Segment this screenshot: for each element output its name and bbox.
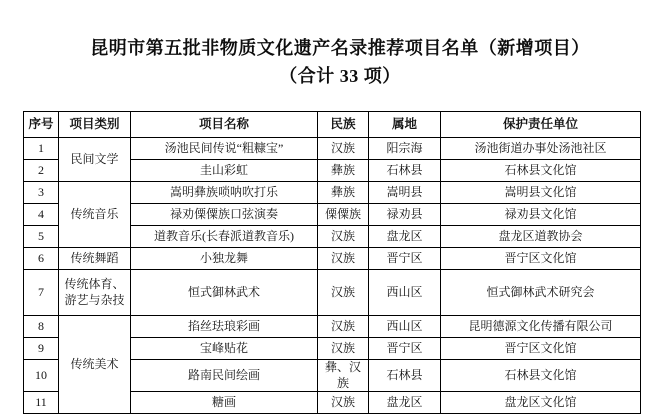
cell-ethnic: 汉族 <box>318 226 369 248</box>
cell-no: 1 <box>24 138 59 160</box>
cell-no: 11 <box>24 392 59 414</box>
col-header-ethnic: 民族 <box>318 112 369 138</box>
col-header-unit: 保护责任单位 <box>441 112 641 138</box>
cell-unit: 嵩明县文化馆 <box>441 182 641 204</box>
cell-name: 路南民间绘画 <box>131 360 318 392</box>
cell-unit: 石林县文化馆 <box>441 360 641 392</box>
cell-place: 禄劝县 <box>369 204 441 226</box>
cell-place: 西山区 <box>369 270 441 316</box>
cell-ethnic: 傈僳族 <box>318 204 369 226</box>
cell-no: 5 <box>24 226 59 248</box>
cell-unit: 盘龙区道教协会 <box>441 226 641 248</box>
cell-place: 石林县 <box>369 360 441 392</box>
title-block <box>30 34 650 90</box>
cell-unit: 昆明德源文化传播有限公司 <box>441 316 641 338</box>
table-row <box>24 138 641 160</box>
col-header-place: 属地 <box>369 112 441 138</box>
cell-unit: 禄劝县文化馆 <box>441 204 641 226</box>
cell-name: 圭山彩虹 <box>131 160 318 182</box>
cell-name: 禄劝傈僳族口弦演奏 <box>131 204 318 226</box>
cell-place: 嵩明县 <box>369 182 441 204</box>
cell-name: 小独龙舞 <box>131 248 318 270</box>
cell-place: 晋宁区 <box>369 338 441 360</box>
cell-name: 道教音乐(长春派道教音乐) <box>131 226 318 248</box>
cell-name: 嵩明彝族唢呐吹打乐 <box>131 182 318 204</box>
cell-category: 传统体育、游艺与杂技 <box>59 270 131 316</box>
col-header-name: 项目名称 <box>131 112 318 138</box>
cell-place: 石林县 <box>369 160 441 182</box>
cell-name: 宝峰贴花 <box>131 338 318 360</box>
cell-unit: 恒式御林武术研究会 <box>441 270 641 316</box>
doc-title: 昆明市第五批非物质文化遗产名录推荐项目名单（新增项目） <box>90 38 590 58</box>
cell-ethnic: 汉族 <box>318 316 369 338</box>
cell-no: 8 <box>24 316 59 338</box>
heritage-table <box>23 111 641 414</box>
cell-unit: 石林县文化馆 <box>441 160 641 182</box>
cell-ethnic: 彝族 <box>318 182 369 204</box>
cell-place: 西山区 <box>369 316 441 338</box>
cell-unit: 汤池街道办事处汤池社区 <box>441 138 641 160</box>
cell-ethnic: 彝族 <box>318 160 369 182</box>
cell-no: 9 <box>24 338 59 360</box>
table-row <box>24 270 641 316</box>
cell-no: 10 <box>24 360 59 392</box>
cell-category: 民间文学 <box>59 138 131 182</box>
cell-place: 晋宁区 <box>369 248 441 270</box>
cell-no: 3 <box>24 182 59 204</box>
cell-place: 盘龙区 <box>369 226 441 248</box>
cell-ethnic: 汉族 <box>318 392 369 414</box>
cell-name: 恒式御林武术 <box>131 270 318 316</box>
cell-category: 传统美术 <box>59 316 131 414</box>
header-row <box>24 112 641 138</box>
cell-ethnic: 汉族 <box>318 248 369 270</box>
col-header-no: 序号 <box>24 112 59 138</box>
col-header-category: 项目类别 <box>59 112 131 138</box>
cell-unit: 晋宁区文化馆 <box>441 248 641 270</box>
cell-ethnic: 彝、汉族 <box>318 360 369 392</box>
cell-no: 2 <box>24 160 59 182</box>
cell-ethnic: 汉族 <box>318 338 369 360</box>
cell-category: 传统音乐 <box>59 182 131 248</box>
cell-name: 糖画 <box>131 392 318 414</box>
table-row <box>24 316 641 338</box>
cell-no: 7 <box>24 270 59 316</box>
cell-place: 盘龙区 <box>369 392 441 414</box>
cell-place: 阳宗海 <box>369 138 441 160</box>
cell-no: 6 <box>24 248 59 270</box>
cell-category: 传统舞蹈 <box>59 248 131 270</box>
table-row <box>24 182 641 204</box>
cell-no: 4 <box>24 204 59 226</box>
doc-subtitle: （合计 33 项） <box>279 66 401 86</box>
cell-unit: 盘龙区文化馆 <box>441 392 641 414</box>
cell-ethnic: 汉族 <box>318 270 369 316</box>
cell-name: 掐丝珐琅彩画 <box>131 316 318 338</box>
cell-name: 汤池民间传说“粗糠宝” <box>131 138 318 160</box>
table-row <box>24 248 641 270</box>
cell-unit: 晋宁区文化馆 <box>441 338 641 360</box>
cell-ethnic: 汉族 <box>318 138 369 160</box>
